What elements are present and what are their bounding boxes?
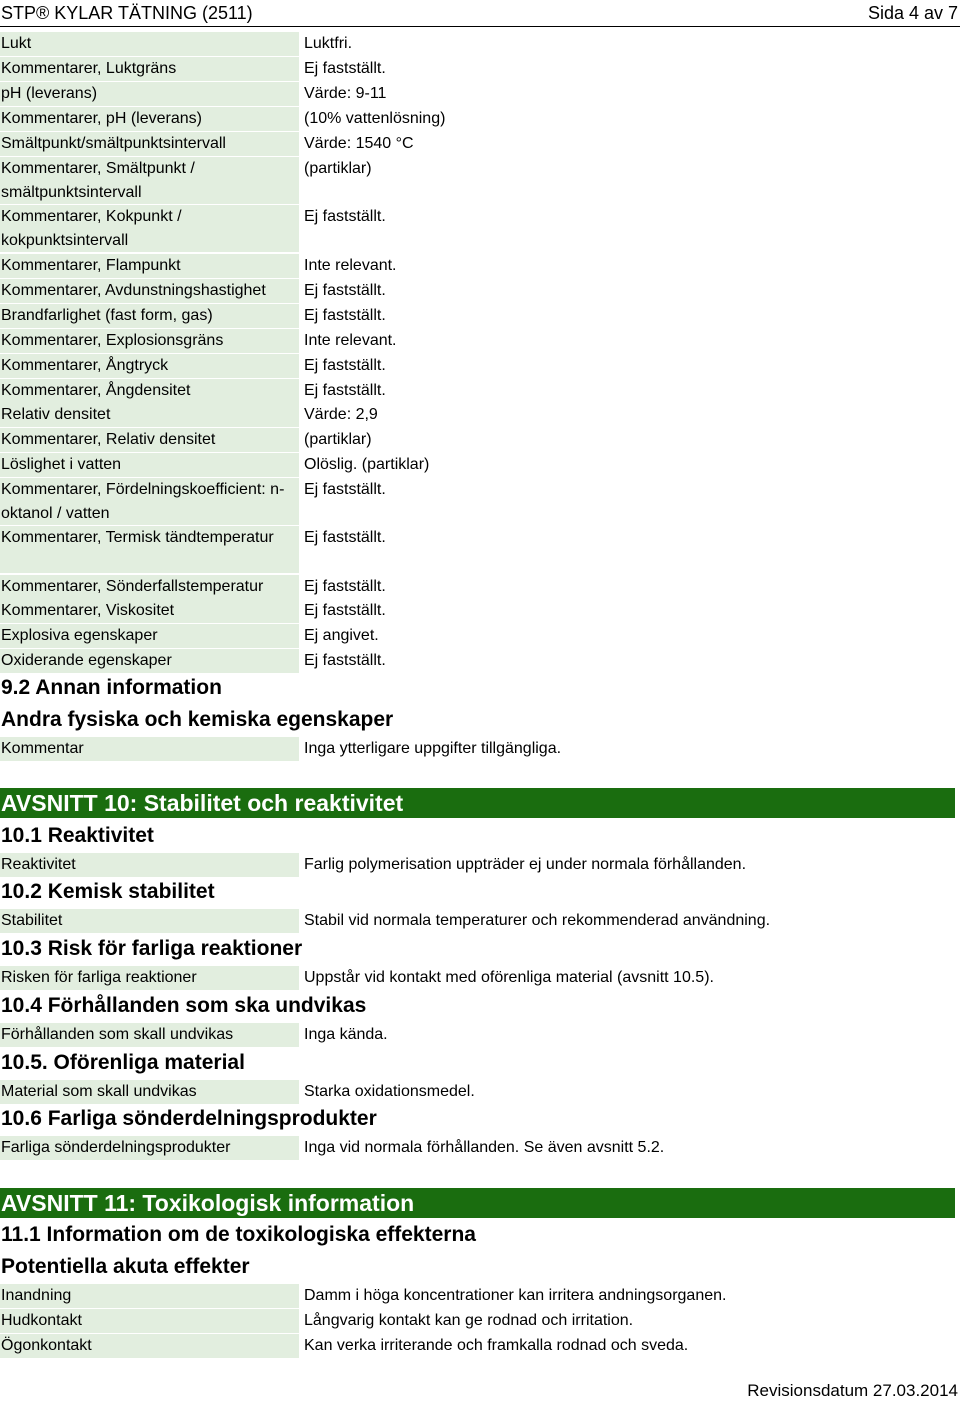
property-value: Ej fastställt. <box>304 60 386 77</box>
property-row <box>0 575 960 599</box>
property-label: Reaktivitet <box>0 853 299 877</box>
property-value: Stabil vid normala temperaturer och rekommenderad användning. <box>304 912 771 929</box>
subsection-heading: 10.2 Kemisk stabilitet <box>1 880 215 903</box>
property-label: Kommentarer, Luktgräns <box>0 57 299 81</box>
property-label: Kommentarer, Sönderfallstemperatur <box>0 575 299 599</box>
subsection-heading: 10.1 Reaktivitet <box>1 824 154 847</box>
property-label: Förhållanden som skall undvikas <box>0 1023 299 1047</box>
property-row <box>0 82 960 106</box>
property-label: Oxiderande egenskaper <box>0 649 299 673</box>
property-value: Inte relevant. <box>304 257 397 274</box>
subsection-heading: 10.6 Farliga sönderdelningsprodukter <box>1 1107 377 1130</box>
property-label: Kommentarer, pH (leverans) <box>0 107 299 131</box>
property-row <box>0 909 960 933</box>
document-title: STP® KYLAR TÄTNING (2511) <box>1 3 253 23</box>
property-row <box>0 1080 960 1104</box>
property-value: Ej fastställt. <box>304 652 386 669</box>
property-row <box>0 453 960 477</box>
property-label: Kommentarer, Ångdensitet <box>0 379 299 403</box>
property-value: Ej fastställt. <box>304 529 386 546</box>
property-row <box>0 526 960 573</box>
subsection-heading: 10.4 Förhållanden som ska undvikas <box>1 994 367 1017</box>
property-row <box>0 624 960 648</box>
property-value: Luktfri. <box>304 35 353 52</box>
property-value: Värde: 2,9 <box>304 406 378 423</box>
property-row <box>0 403 960 427</box>
property-label: Kommentarer, Explosionsgräns <box>0 329 299 353</box>
section-10-title: AVSNITT 10: Stabilitet och reaktivitet <box>0 788 955 818</box>
property-value: (partiklar) <box>304 160 372 177</box>
property-value: Uppstår vid kontakt med oförenliga material (avsnitt 10.5). <box>304 969 714 986</box>
subsection-heading: 10.5. Oförenliga material <box>1 1051 245 1074</box>
subsection-subheading: Potentiella akuta effekter <box>1 1255 250 1278</box>
subsection-heading: 9.2 Annan information <box>1 676 222 699</box>
property-value: Farlig polymerisation uppträder ej under normala förhållanden. <box>304 856 747 873</box>
property-value: Starka oxidationsmedel. <box>304 1083 475 1100</box>
property-label: Kommentarer, Kokpunkt / kokpunktsintervall <box>0 205 299 252</box>
property-value: Ej fastställt. <box>304 307 386 324</box>
section-11-title: AVSNITT 11: Toxikologisk information <box>0 1188 955 1218</box>
property-label: Risken för farliga reaktioner <box>0 966 299 990</box>
property-label: Kommentarer, Avdunstningshastighet <box>0 279 299 303</box>
subsection-heading: 11.1 Information om de toxikologiska effekterna <box>1 1223 476 1246</box>
property-row <box>0 1023 960 1047</box>
property-row <box>0 132 960 156</box>
page-header <box>0 0 960 27</box>
property-label: Kommentar <box>0 737 299 761</box>
property-value: Ej fastställt. <box>304 481 386 498</box>
property-label: pH (leverans) <box>0 82 299 106</box>
property-row <box>0 1334 960 1358</box>
property-row <box>0 254 960 278</box>
property-row <box>0 354 960 378</box>
property-label: Kommentarer, Ångtryck <box>0 354 299 378</box>
property-row <box>0 107 960 131</box>
property-row <box>0 157 960 204</box>
property-label: Löslighet i vatten <box>0 453 299 477</box>
property-row <box>0 329 960 353</box>
property-row <box>0 205 960 252</box>
property-label: Kommentarer, Termisk tändtemperatur <box>0 526 299 573</box>
property-value: Ej fastställt. <box>304 282 386 299</box>
property-label: Ögonkontakt <box>0 1334 299 1358</box>
property-value: (partiklar) <box>304 431 372 448</box>
property-row <box>0 1136 960 1160</box>
property-value: Inte relevant. <box>304 332 397 349</box>
property-row <box>0 649 960 673</box>
property-label: Farliga sönderdelningsprodukter <box>0 1136 299 1160</box>
property-label: Kommentarer, Viskositet <box>0 599 299 623</box>
subsection-subheading: Andra fysiska och kemiska egenskaper <box>1 708 394 731</box>
property-label: Relativ densitet <box>0 403 299 427</box>
property-label: Kommentarer, Smältpunkt / smältpunktsintervall <box>0 157 299 204</box>
property-value: Ej angivet. <box>304 627 379 644</box>
property-label: Smältpunkt/smältpunktsintervall <box>0 132 299 156</box>
property-row <box>0 32 960 56</box>
property-value: (10% vattenlösning) <box>304 110 446 127</box>
property-value: Ej fastställt. <box>304 602 386 619</box>
property-row <box>0 428 960 452</box>
property-row <box>0 304 960 328</box>
property-row <box>0 379 960 403</box>
property-value: Långvarig kontakt kan ge rodnad och irritation. <box>304 1312 634 1329</box>
property-value: Ej fastställt. <box>304 208 386 225</box>
property-row <box>0 853 960 877</box>
property-value: Ej fastställt. <box>304 382 386 399</box>
property-row <box>0 1284 960 1308</box>
property-label: Kommentarer, Flampunkt <box>0 254 299 278</box>
property-label: Lukt <box>0 32 299 56</box>
property-row <box>0 478 960 525</box>
revision-date: Revisionsdatum 27.03.2014 <box>747 1381 958 1400</box>
property-label: Kommentarer, Fördelningskoefficient: n-oktanol / vatten <box>0 478 299 525</box>
property-label: Inandning <box>0 1284 299 1308</box>
property-row <box>0 966 960 990</box>
subsection-heading: 10.3 Risk för farliga reaktioner <box>1 937 303 960</box>
property-label: Hudkontakt <box>0 1309 299 1333</box>
property-row <box>0 737 960 761</box>
page-number: Sida 4 av 7 <box>867 3 958 23</box>
property-row <box>0 279 960 303</box>
property-value: Ej fastställt. <box>304 578 386 595</box>
property-label: Explosiva egenskaper <box>0 624 299 648</box>
property-value: Inga kända. <box>304 1026 388 1043</box>
property-value: Olöslig. (partiklar) <box>304 456 430 473</box>
property-value: Kan verka irriterande och framkalla rodnad och sveda. <box>304 1337 689 1354</box>
property-value: Damm i höga koncentrationer kan irritera andningsorganen. <box>304 1287 727 1304</box>
property-label: Stabilitet <box>0 909 299 933</box>
property-row <box>0 57 960 81</box>
property-value: Inga ytterligare uppgifter tillgängliga. <box>304 740 562 757</box>
property-value: Inga vid normala förhållanden. Se även avsnitt 5.2. <box>304 1139 665 1156</box>
property-row <box>0 599 960 623</box>
property-value: Värde: 9-11 <box>304 85 387 102</box>
property-value: Värde: 1540 °C <box>304 135 414 152</box>
property-label: Material som skall undvikas <box>0 1080 299 1104</box>
property-row <box>0 1309 960 1333</box>
property-label: Kommentarer, Relativ densitet <box>0 428 299 452</box>
property-value: Ej fastställt. <box>304 357 386 374</box>
property-label: Brandfarlighet (fast form, gas) <box>0 304 299 328</box>
